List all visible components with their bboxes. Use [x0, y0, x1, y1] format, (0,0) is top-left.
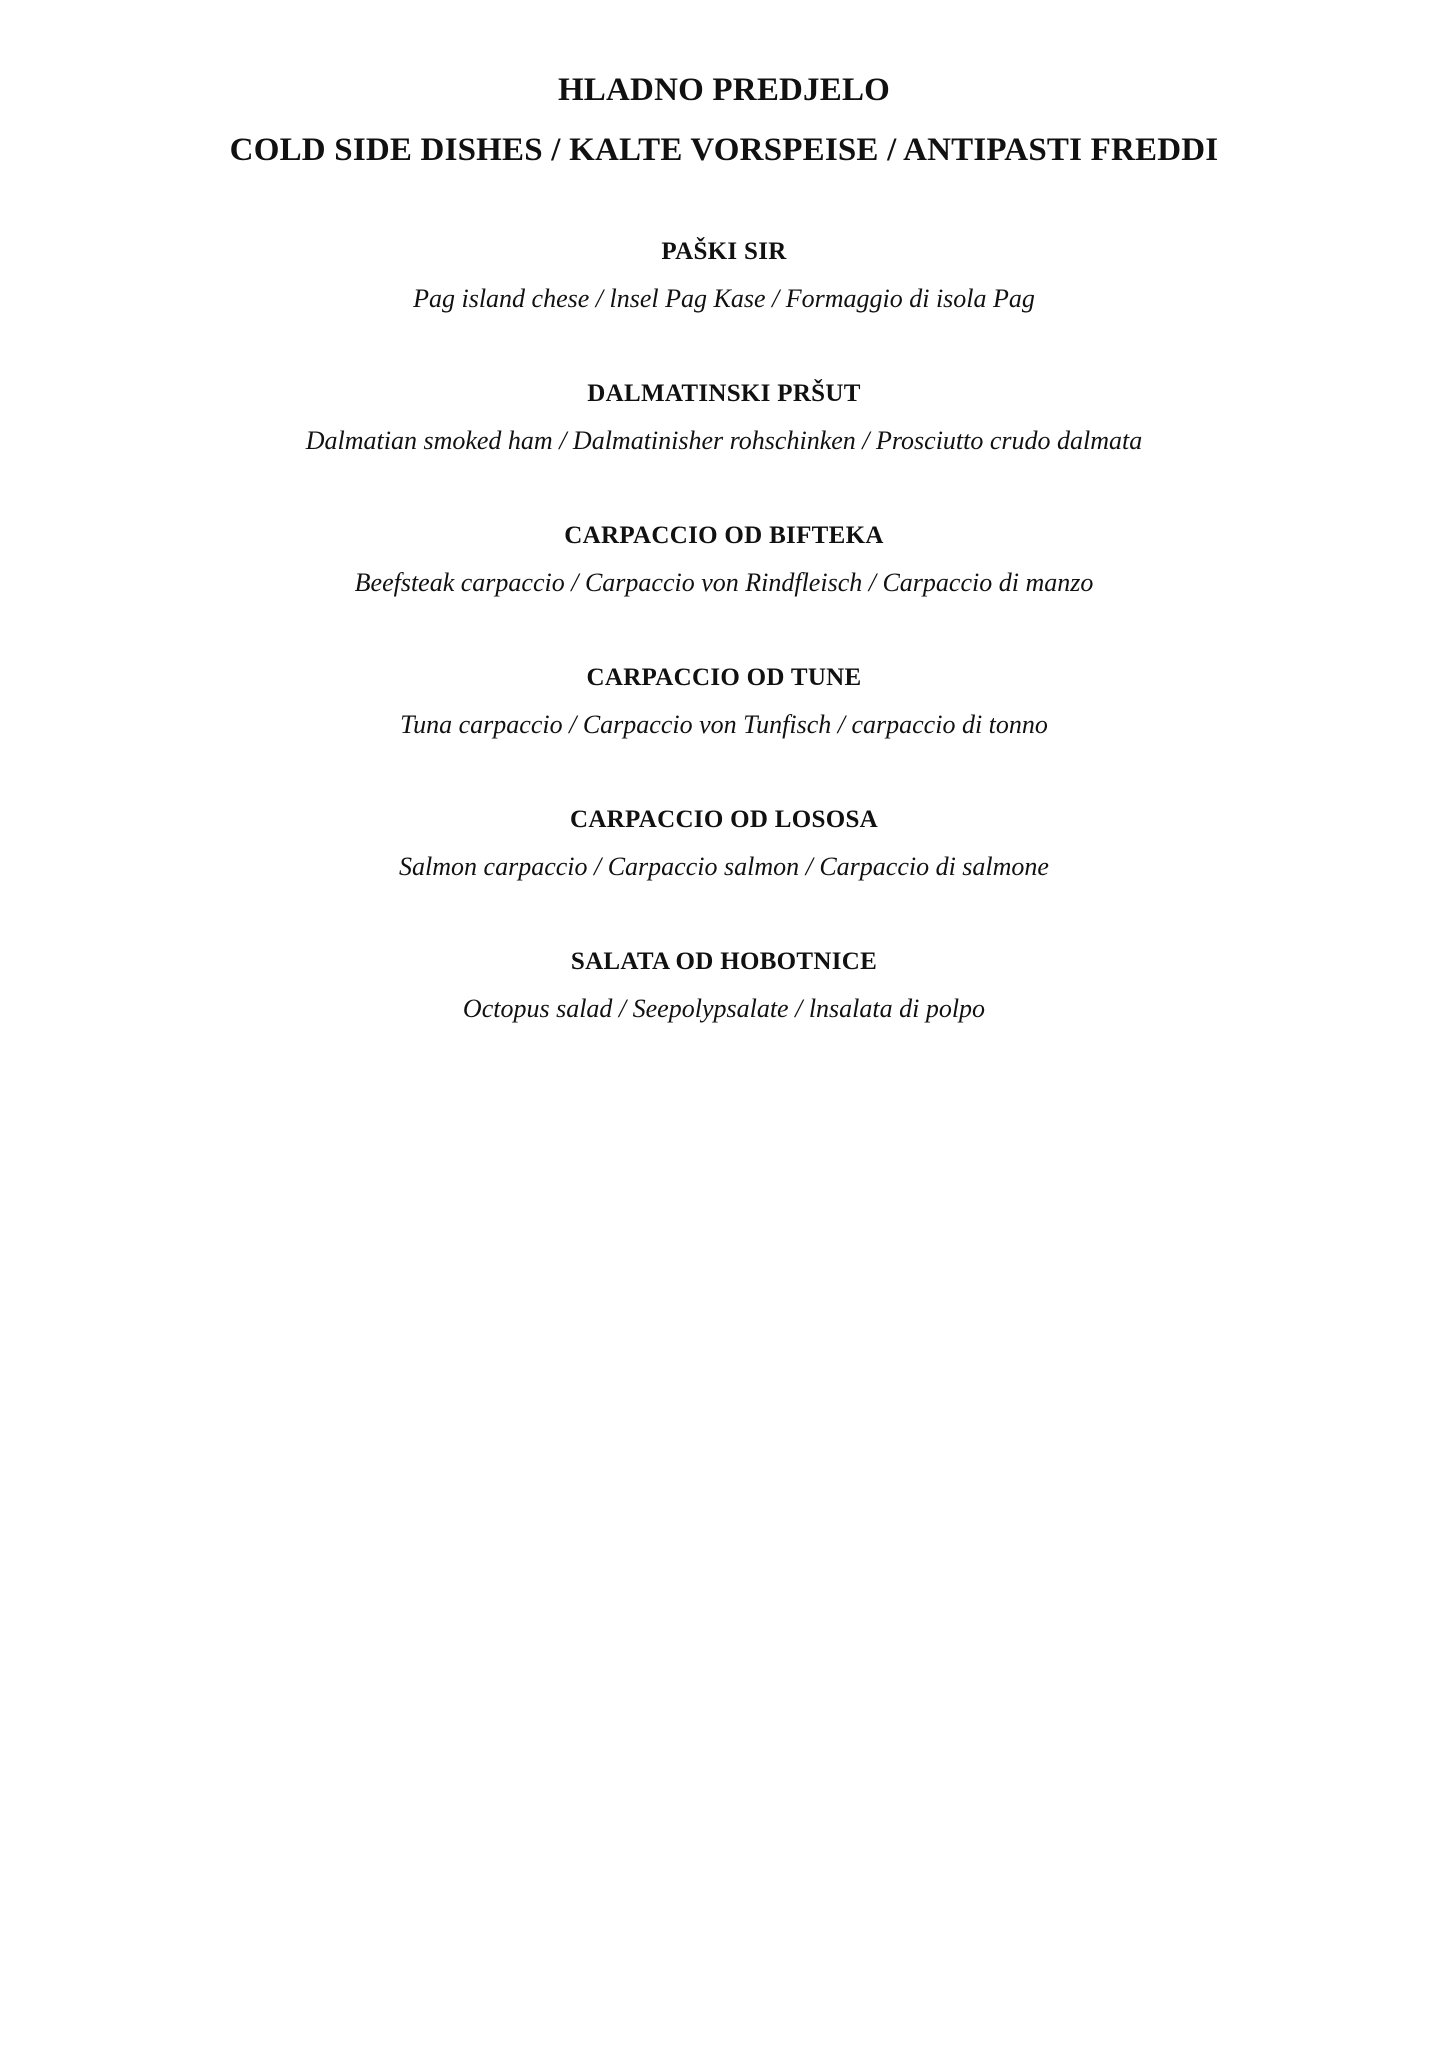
menu-list	[0, 232, 1448, 1084]
menu-item-description: Salmon carpaccio / Carpaccio salmon / Carpaccio di salmone	[399, 852, 1049, 881]
menu-item-carpaccio-od-lososa	[0, 800, 1448, 942]
menu-item-description: Octopus salad / Seepolypsalate / lnsalata di polpo	[462, 994, 986, 1023]
menu-item-description: Beefsteak carpaccio / Carpaccio von Rindfleisch / Carpaccio di manzo	[354, 568, 1094, 597]
menu-item-description: Tuna carpaccio / Carpaccio von Tunfisch / carpaccio di tonno	[400, 710, 1048, 739]
menu-item-name: CARPACCIO OD BIFTEKA	[564, 522, 884, 549]
menu-item-name: DALMATINSKI PRŠUT	[587, 380, 861, 407]
menu-item-description: Dalmatian smoked ham / Dalmatinisher rohschinken / Prosciutto crudo dalmata	[305, 426, 1143, 455]
menu-item-name: CARPACCIO OD TUNE	[586, 664, 862, 691]
menu-item-name: CARPACCIO OD LOSOSA	[569, 806, 879, 833]
menu-item-name: PAŠKI SIR	[661, 238, 787, 265]
page-title: HLADNO PREDJELO	[557, 72, 891, 108]
menu-item-description: Pag island chese / lnsel Pag Kase / Formaggio di isola Pag	[413, 284, 1035, 313]
menu-item-salata-od-hobotnice	[0, 942, 1448, 1084]
menu-item-name: SALATA OD HOBOTNICE	[570, 948, 878, 975]
menu-item-paski-sir	[0, 232, 1448, 374]
page-subtitle: COLD SIDE DISHES / KALTE VORSPEISE / ANTIPASTI FREDDI	[229, 132, 1219, 168]
menu-item-carpaccio-od-tune	[0, 658, 1448, 800]
menu-item-dalmatinski-prsut	[0, 374, 1448, 516]
menu-item-carpaccio-od-bifteka	[0, 516, 1448, 658]
